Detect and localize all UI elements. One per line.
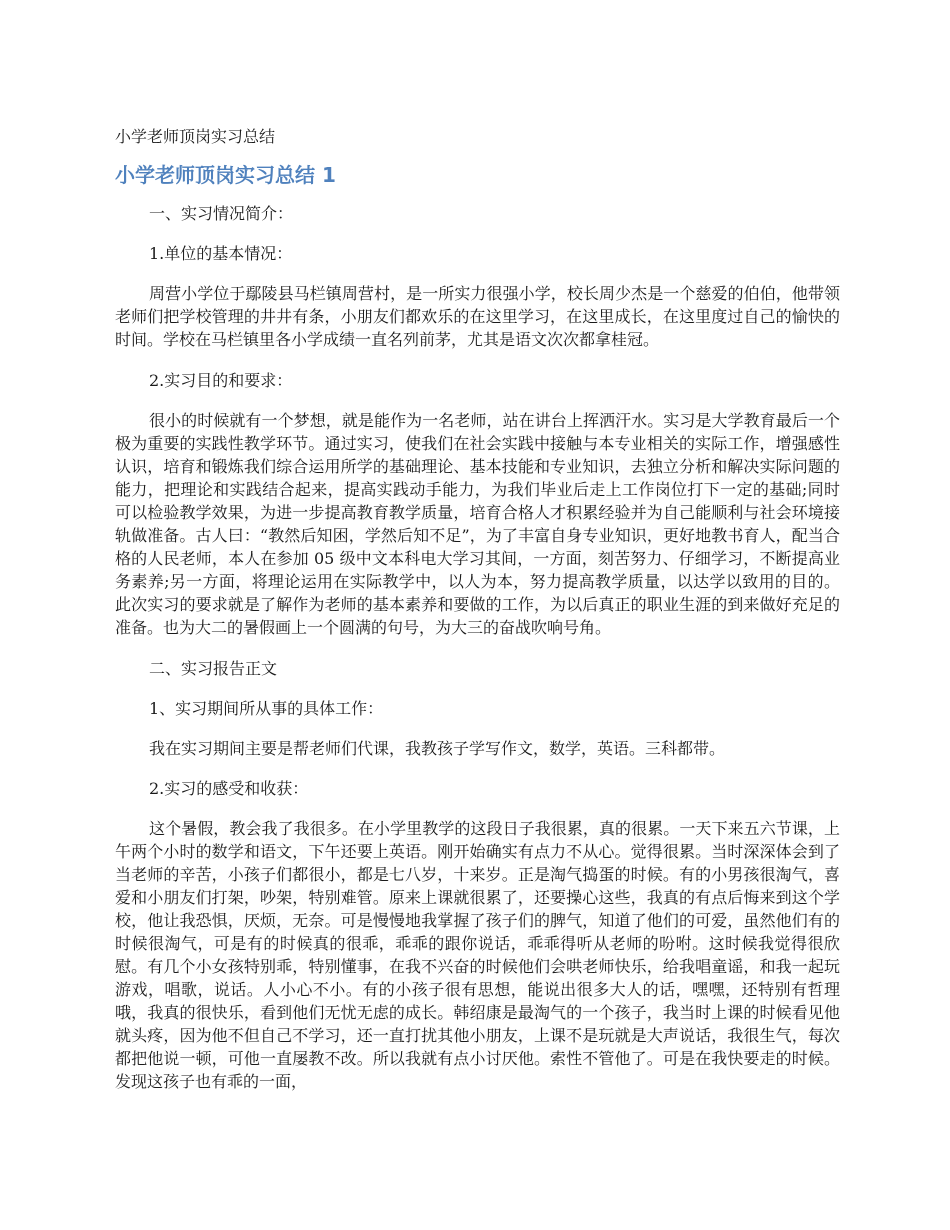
document-title: 小学老师顶岗实习总结: [115, 127, 276, 146]
section-heading: 小学老师顶岗实习总结 1: [115, 163, 336, 187]
subheading-unit-info: 1.单位的基本情况：: [149, 244, 293, 263]
subheading-report-body: 二、实习报告正文: [149, 659, 278, 678]
paragraph-unit-info: 周营小学位于鄢陵县马栏镇周营村，是一所实力很强小学，校长周少杰是一个慈爱的伯伯，他带领老师们把学校管理的井井有条，小朋友们都欢乐的在这里学习，在这里成长，在这里度过自己的愉快的时间。学校在马栏镇里各小学成绩一直名列前茅，尤其是语文次次都拿桂冠。: [115, 284, 840, 349]
paragraph-feelings: 这个暑假，教会我了我很多。在小学里教学的这段日子我很累，真的很累。一天下来五六节课，上午两个小时的数学和语文，下午还要上英语。刚开始确实有点力不从心。觉得很累。当时深深体会到了当老师的辛苦，小孩子们都很小，都是七八岁，十来岁。正是淘气捣蛋的时候。有的小男孩很淘气，喜爱和小朋友们打架，吵架，特别难管。原来上课就很累了，还要操心这些，我真的有点后悔来到这个学校，他让我恐惧，厌烦，无奈。可是慢慢地我掌握了孩子们的脾气，知道了他们的可爱，虽然他们有的时候很淘气，可是有的时候真的很乖，乖乖的跟你说话，乖乖得听从老师的吩咐。这时候我觉得很欣慰。有几个小女孩特别乖，特别懂事，在我不兴奋的时候他们会哄老师快乐，给我唱童谣，和我一起玩游戏，唱歌，说话。人小心不小。有的小孩子很有思想，能说出很多大人的话，嘿嘿，还特别有哲理哦，我真的很快乐，看到他们无忧无虑的成长。韩绍康是最淘气的一个孩子，我当时上课的时候看见他就头疼，因为他不但自己不学习，还一直打扰其他小朋友，上课不是玩就是大声说话，我很生气，每次都把他说一顿，可他一直屡教不改。所以我就有点小讨厌他。索性不管他了。可是在我快要走的时候。发现这孩子也有乖的一面，: [115, 819, 840, 1091]
paragraph-work: 我在实习期间主要是帮老师们代课，我教孩子学写作文，数学，英语。三科都带。: [149, 739, 726, 758]
document-page: [115, 124, 840, 1111]
subheading-feelings: 2.实习的感受和收获：: [149, 779, 309, 798]
subheading-overview: 一、实习情况简介：: [149, 204, 294, 223]
subheading-work: 1、实习期间所从事的具体工作：: [149, 699, 384, 718]
subheading-purpose: 2.实习目的和要求：: [149, 371, 293, 390]
paragraph-purpose: 很小的时候就有一个梦想，就是能作为一名老师，站在讲台上挥洒汗水。实习是大学教育最后一个极为重要的实践性教学环节。通过实习，使我们在社会实践中接触与本专业相关的实际工作，增强感性认识，培育和锻炼我们综合运用所学的基础理论、基本技能和专业知识，去独立分析和解决实际问题的能力，把理论和实践结合起来，提高实践动手能力，为我们毕业后走上工作岗位打下一定的基础;同时可以检验教学效果，为进一步提高教育教学质量，培育合格人才积累经验并为自己能顺利与社会环境接轨做准备。古人曰：“教然后知困，学然后知不足”，为了丰富自身专业知识，更好地教书育人，配当合格的人民老师，本人在参加 05 级中文本科电大学习其间，一方面，刻苦努力、仔细学习，不断提高业务素养;另一方面，将理论运用在实际教学中，以人为本，努力提高教学质量，以达学以致用的目的。此次实习的要求就是了解作为老师的基本素养和要做的工作，为以后真正的职业生涯的到来做好充足的准备。也为大二的暑假画上一个圆满的句号，为大三的奋战吹响号角。: [115, 411, 840, 637]
